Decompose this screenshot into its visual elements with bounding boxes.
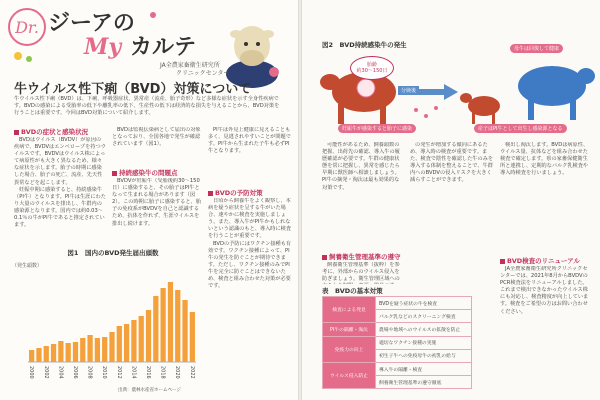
section-heading-hygiene xyxy=(322,252,401,261)
paragraph: の発生が増加する傾向にあるため、導入時の検査が重要です。また、検査で陰性を確認した牛のみを導入する体制を整えることで、牛群内へのBVDVの侵入リスクを大きく減らすことができます。 xyxy=(410,142,494,184)
paragraph: PI牛は外見上健康に見えることも多く、見逃されやすいことが問題です。PI牛から生まれた子牛も必ずPI牛となります。 xyxy=(208,127,291,155)
bar-2014 xyxy=(131,320,136,362)
table-row xyxy=(323,362,472,375)
bar-2000 xyxy=(29,350,34,362)
bar-2004 xyxy=(58,341,63,362)
bar-2020 xyxy=(175,290,180,362)
recovered-cow-icon xyxy=(518,66,595,120)
table-group-cell: PI牛の隔離・淘汰 xyxy=(323,323,376,336)
section-heading-renewal xyxy=(500,256,580,265)
bar-2017 xyxy=(153,296,158,362)
pi-calf-icon xyxy=(460,93,500,124)
bar-2002 xyxy=(44,346,49,362)
table-item-cell: 導入牛の隔離・検査 xyxy=(376,362,472,375)
measures-table xyxy=(322,296,472,389)
x-tick-label: 2008 xyxy=(86,366,93,379)
bar-2010 xyxy=(102,337,107,362)
chart-source: 出典：農林水産省ホームページ xyxy=(118,388,181,393)
bar-2011 xyxy=(109,332,114,362)
chart-y-label: （発生頭数） xyxy=(12,263,43,269)
bar-chart xyxy=(12,268,202,388)
bar-2009 xyxy=(95,338,100,362)
section-heading-pi-problem xyxy=(112,168,178,177)
chart-title: 図1 国内のBVD発生届出頭数 xyxy=(67,249,159,257)
paragraph: BVDはウイルス（BVDV）が原因の疾病で、BVDVはエンベロープを持つウイルスです。BVDVはウイルス株によって病原性がも大きく異なるため、様々な症状を示します。胎子の時期に感染した場合、胎子の死亡、流産、先天性異常などを起こします。 xyxy=(14,137,106,186)
text-column-r1 xyxy=(322,142,404,248)
x-tick-label: 2002 xyxy=(42,366,49,379)
org-name-line2: クリニックセンター xyxy=(176,70,230,77)
table-group-cell: 検査による発見 xyxy=(323,297,376,323)
paragraph: 検出し淘汰します。BVDは病原性、ウイルス量、抗体などを組み合わせた検査で確定します。県の家畜保健衛生所と連携し、定期的なバルク乳検査や導入時検査を行いましょう。 xyxy=(500,142,589,177)
bar-2005 xyxy=(66,343,71,362)
logo-text-my: My xyxy=(84,34,122,60)
decor-dot xyxy=(150,12,156,18)
text-column-r2 xyxy=(410,142,494,292)
bar-2019 xyxy=(168,282,173,362)
org-name-line1: JA全農家畜衛生研究所 xyxy=(160,62,220,69)
section-heading-text: 飼養衛生管理基準の遵守 xyxy=(329,253,401,261)
section-heading-text: BVDの症状と感染状況 xyxy=(21,128,89,136)
paragraph: BVDは監視伝染病として届出の対象となっており、全国各地で発生が確認されています（図1）。 xyxy=(112,127,201,148)
table-row xyxy=(323,297,472,310)
section-heading-text: BVD検査のリニューアル xyxy=(507,257,580,265)
x-tick-label: 2010 xyxy=(101,366,108,379)
x-tick-label: 2012 xyxy=(115,366,122,379)
text-column-2 xyxy=(112,127,204,167)
x-tick-label: 2014 xyxy=(130,366,137,379)
bar-2022 xyxy=(190,312,195,362)
article-title: 牛ウイルス性下痢（BVD）対策について xyxy=(14,82,252,97)
decor-dot xyxy=(14,52,22,60)
table-row xyxy=(323,323,472,336)
table-item-cell: 初生子牛への免疫母牛の初乳の給与 xyxy=(376,349,472,362)
paragraph: 日頃から飼養牛をよく観察し、本病を疑う症状を呈する牛がいた場合、速やかに検査を実施しましょう。また、導入牛がPI牛かもしれないという認識のもと、導入時に検査を行うことが重要です。 xyxy=(208,198,292,240)
figure2-title: 図2 BVD持続感染牛の発生 xyxy=(322,41,407,49)
table-item-cell: 適切なワクチン接種の実施 xyxy=(376,336,472,349)
table-item-cell: バルク乳などのスクリーニング検査 xyxy=(376,310,472,323)
paragraph: 可能性があるため、飼養頭数の把握、出荷先の確認、導入牛の履歴確認が必要です。牛群の健康状態を常に把握し、異常を感じたら早期に獣医師へ相談しましょう。PI牛の摘発・淘汰は最も効果的な対策です。 xyxy=(322,142,400,191)
bar-2007 xyxy=(80,338,85,362)
bar-2001 xyxy=(36,348,41,362)
pregnant-cow-icon xyxy=(320,72,396,124)
section-heading-prevention xyxy=(208,188,263,197)
text-column-1 xyxy=(14,137,106,241)
x-tick-label: 2016 xyxy=(145,366,152,379)
bar-2015 xyxy=(139,316,144,362)
decor-dot xyxy=(26,56,32,62)
bar-2013 xyxy=(124,324,129,362)
logo-text-part1: ジーアの xyxy=(48,11,135,36)
table-row xyxy=(323,336,472,349)
bar-2012 xyxy=(117,326,122,362)
left-page xyxy=(0,0,298,400)
table-title: 表 BVDの基本対策 xyxy=(322,287,383,295)
section-heading-text: 持続感染牛の問題点 xyxy=(119,169,178,177)
bar-2006 xyxy=(73,342,78,362)
bar-2021 xyxy=(182,300,187,362)
table-item-cell: BVDを疑う症状の牛を検査 xyxy=(376,297,472,310)
heading-marker-icon xyxy=(500,259,505,264)
heading-marker-icon xyxy=(112,171,117,176)
paragraph: 妊娠中期に感染すると、持続感染牛（PI牛）となります。PI牛は生涯にわたり大量のウイルスを排出し、牛群内の感染源となります。国内では約0.03〜0.1％の牛がPI牛であると推定されています。 xyxy=(14,186,106,229)
logo-badge: Dr. xyxy=(8,8,46,46)
heading-marker-icon xyxy=(208,191,213,196)
x-tick-label: 2018 xyxy=(159,366,166,379)
text-column-3 xyxy=(208,127,292,185)
text-column-r3b xyxy=(500,266,592,386)
table-item-cell: 飼養衛生管理基準の遵守徹底 xyxy=(376,376,472,389)
x-tick-label: 2022 xyxy=(188,366,195,379)
figure2-label-birth: 分娩後 xyxy=(398,86,419,95)
figure2-period-bubble xyxy=(350,56,394,80)
figure2-label-pi-calf: 産子はPI牛として出生し感染源となる xyxy=(474,124,567,133)
section-heading-symptoms xyxy=(14,127,88,136)
figure2-period-text: 胎齢 約30〜150日 xyxy=(356,62,388,74)
heading-marker-icon xyxy=(14,130,19,135)
bar-2018 xyxy=(161,288,166,362)
figure2-label-infection: 妊娠牛が感染すると胎子に感染 xyxy=(338,124,416,133)
text-column-3b xyxy=(208,198,292,394)
section-heading-text: BVDの予防対策 xyxy=(215,189,263,197)
bar-2016 xyxy=(146,310,151,362)
text-column-r3 xyxy=(500,142,592,250)
table-group-cell: ウイルス侵入防止 xyxy=(323,362,376,388)
paragraph: BVDの予防にはワクチン接種も有効です。ワクチン接種によって、PI牛の発生を防ぐことが期待できます。ただし、ワクチン接種のみでPI牛を完全に防ぐことはできないため、検査と組み合わせた対策が必要です。 xyxy=(208,240,292,290)
table-item-cell: 農場や地域へのウイルスの拡散を防止 xyxy=(376,323,472,336)
text-column-2b xyxy=(112,178,204,240)
paragraph: 飼養衛生管理基準（抜粋）を参考に、外部からのウイルス侵入を防ぎましょう。衛生管理区域への xyxy=(322,262,400,283)
figure2-label-recovered: 母牛は回復して健康 xyxy=(510,44,563,53)
paragraph: BVDVが妊娠牛（受胎後約30〜150日）に感染すると、その胎子はPI牛となって生まれる場合があります（図2）。この時期に胎子に感染すると、胎子の免疫系がBVDVを自己と認識するため、抗体を作れず、生涯ウイルスを排出し続けます。 xyxy=(112,178,201,227)
table-group-cell: 免疫力の向上 xyxy=(323,336,376,362)
text-column-r1b xyxy=(322,262,404,284)
x-tick-label: 2000 xyxy=(28,366,35,379)
x-tick-label: 2004 xyxy=(57,366,64,379)
paragraph: JA全農家畜衛生研究所クリニックセンターでは、2021年8月からBVDVのPCR検査法をリニューアルしました。これまで検出できなかったウイルス株にも対応し、検査精度が向上しています。検査をご希望の方はお問い合わせください。 xyxy=(500,266,589,315)
x-tick-label: 2020 xyxy=(174,366,181,379)
x-tick-label: 2006 xyxy=(71,366,78,379)
article-lede: 牛ウイルス性下痢（BVD）は、下痢、呼吸器症状、異常産（流産、胎子奇形）など多様な症状を示す全身性疾病です。BVDの感染による受胎率の低下や離乳率の低下、生産性の低下は経済的な損失を与えることから、BVD対策を行うことは重要です。今回はBVD対策について紹介します。 xyxy=(14,96,280,116)
bar-2003 xyxy=(51,344,56,362)
heading-marker-icon xyxy=(322,255,327,260)
logo-text-part2: カルテ xyxy=(130,35,197,60)
bar-2008 xyxy=(87,335,92,362)
